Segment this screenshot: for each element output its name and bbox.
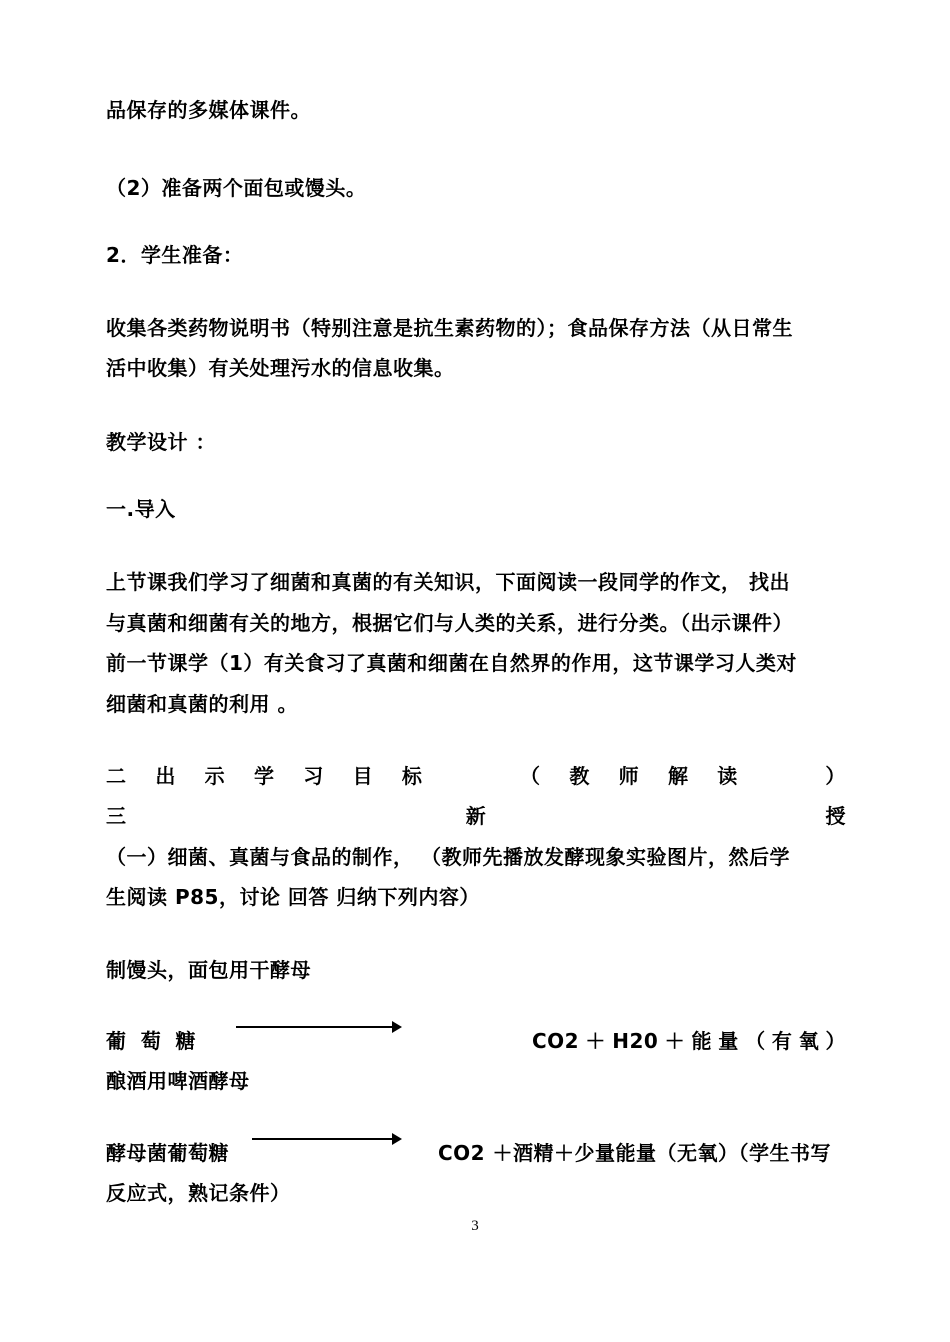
reaction-anaerobic-right: CO2 ＋酒精＋少量能量（无氧）（学生书写 bbox=[438, 1141, 832, 1165]
text-line: 与真菌和细菌有关的地方，根据它们与人类的关系，进行分类。（出示课件） bbox=[106, 611, 793, 635]
reaction-anaerobic-left: 酵母菌葡萄糖 bbox=[106, 1141, 229, 1165]
reaction-arrow bbox=[236, 1026, 400, 1028]
reaction-aerobic-right: CO2 ＋ H20 ＋ 能 量 （ 有 氧 ） bbox=[532, 1029, 846, 1053]
reaction-aerobic-left: 葡 萄 糖 bbox=[106, 1029, 196, 1053]
text-line: 活中收集）有关处理污水的信息收集。 bbox=[106, 356, 455, 380]
text-line: 生阅读 P85，讨论 回答 归纳下列内容） bbox=[106, 885, 480, 909]
text-line: 品保存的多媒体课件。 bbox=[106, 98, 311, 122]
text-line: 上节课我们学习了细菌和真菌的有关知识，下面阅读一段同学的作文， 找出 bbox=[106, 570, 790, 594]
section-heading: 一.导入 bbox=[106, 497, 176, 521]
objectives-heading: 二 出 示 学 习 目 标 （ 教 师 解 读 ） bbox=[106, 764, 846, 788]
reaction-arrow bbox=[252, 1138, 400, 1140]
page-number: 3 bbox=[471, 1218, 479, 1234]
text-line: 收集各类药物说明书（特别注意是抗生素药物的）；食品保存方法（从日常生 bbox=[106, 316, 793, 340]
text-line: 细菌和真菌的利用 。 bbox=[106, 692, 298, 716]
new-teaching-heading: 三 新 授 bbox=[106, 804, 846, 828]
text-line: 制馒头，面包用干酵母 bbox=[106, 958, 311, 982]
text-line: 酿酒用啤酒酵母 bbox=[106, 1069, 250, 1093]
text-line: （一）细菌、真菌与食品的制作， （教师先播放发酵现象实验图片，然后学 bbox=[106, 845, 790, 869]
section-heading: 教学设计 ： bbox=[106, 430, 216, 454]
text-line: 反应式，熟记条件） bbox=[106, 1181, 291, 1205]
text-line: 2．学生准备： bbox=[106, 243, 244, 267]
text-line: 前一节课学（1）有关食习了真菌和细菌在自然界的作用，这节课学习人类对 bbox=[106, 651, 797, 675]
text-line: （2）准备两个面包或馒头。 bbox=[106, 176, 367, 200]
